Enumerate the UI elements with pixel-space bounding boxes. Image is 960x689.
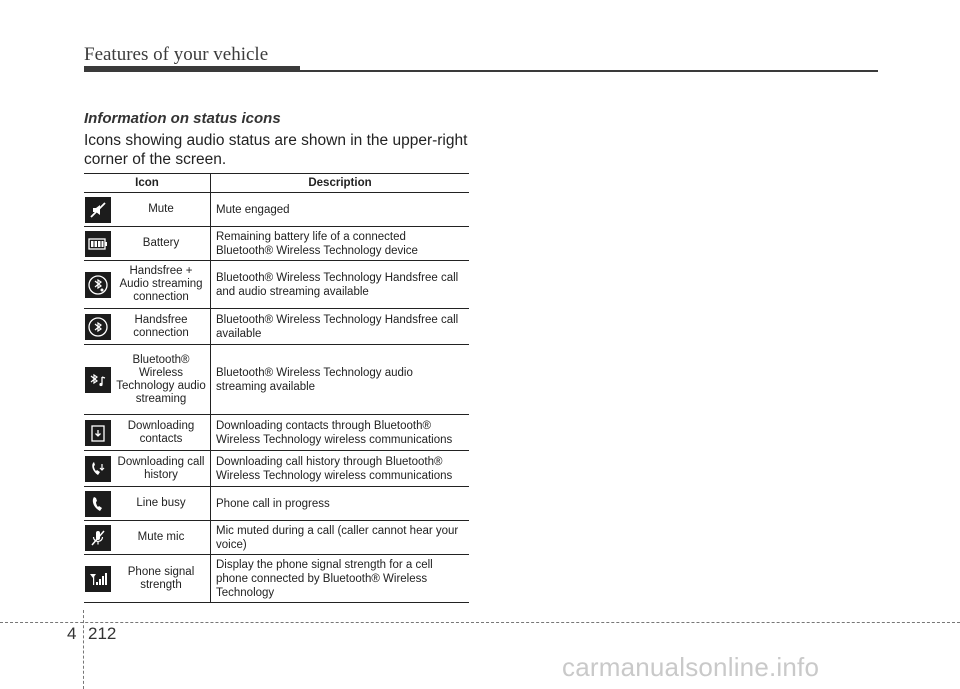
row-description: Bluetooth® Wireless Technology Handsfree call available <box>211 309 470 345</box>
row-name: Downloading call history <box>112 451 211 487</box>
row-description: Display the phone signal strength for a cell phone connected by Bluetooth® Wireless Technology <box>211 555 470 603</box>
downloading-contacts-icon <box>85 420 111 446</box>
row-name: Downloading contacts <box>112 415 211 451</box>
handsfree-audio-streaming-icon <box>85 272 111 298</box>
table-row <box>84 309 469 345</box>
footer-rule <box>0 622 960 623</box>
section-title: Information on status icons <box>84 110 281 127</box>
row-description: Downloading contacts through Bluetooth® Wireless Technology wireless communications <box>211 415 470 451</box>
row-name: Battery <box>112 227 211 261</box>
line-busy-icon <box>85 491 111 517</box>
battery-icon <box>85 231 111 257</box>
chapter-number: 4 <box>67 624 77 643</box>
row-description: Bluetooth® Wireless Technology Handsfree call and audio streaming available <box>211 261 470 309</box>
downloading-call-history-icon <box>85 456 111 482</box>
header-description: Description <box>211 174 470 193</box>
footer-divider <box>83 610 84 689</box>
row-name: Phone signal strength <box>112 555 211 603</box>
mute-icon <box>85 197 111 223</box>
row-name: Mute mic <box>112 521 211 555</box>
table-row <box>84 415 469 451</box>
bluetooth-audio-streaming-icon <box>85 367 111 393</box>
table-row <box>84 227 469 261</box>
row-name: Bluetooth® Wireless Technology audio streaming <box>112 345 211 415</box>
handsfree-connection-icon <box>85 314 111 340</box>
row-description: Phone call in progress <box>211 487 470 521</box>
row-name: Handsfree + Audio streaming connection <box>112 261 211 309</box>
row-description: Mic muted during a call (caller cannot hear your voice) <box>211 521 470 555</box>
row-name: Mute <box>112 193 211 227</box>
phone-signal-icon <box>85 566 111 592</box>
mute-mic-icon <box>85 525 111 551</box>
page-number: 212 <box>88 624 117 643</box>
header-title: Features of your vehicle <box>84 44 269 65</box>
header-rule-thick <box>84 66 300 72</box>
header-rule-thin <box>300 70 878 72</box>
watermark: carmanualsonline.info <box>562 652 820 682</box>
row-description: Bluetooth® Wireless Technology audio streaming available <box>211 345 470 415</box>
table-row <box>84 521 469 555</box>
section-intro: Icons showing audio status are shown in the upper-right corner of the screen. <box>84 132 468 168</box>
table-row <box>84 261 469 309</box>
table-row <box>84 487 469 521</box>
header-icon: Icon <box>84 174 211 193</box>
row-description: Remaining battery life of a connected Bluetooth® Wireless Technology device <box>211 227 470 261</box>
table-row <box>84 555 469 603</box>
status-icons-table <box>84 173 469 603</box>
table-header-row <box>84 174 469 193</box>
row-description: Mute engaged <box>211 193 470 227</box>
row-name: Line busy <box>112 487 211 521</box>
table-row <box>84 345 469 415</box>
row-name: Handsfree connection <box>112 309 211 345</box>
row-description: Downloading call history through Bluetooth® Wireless Technology wireless communications <box>211 451 470 487</box>
table-row <box>84 451 469 487</box>
table-row <box>84 193 469 227</box>
